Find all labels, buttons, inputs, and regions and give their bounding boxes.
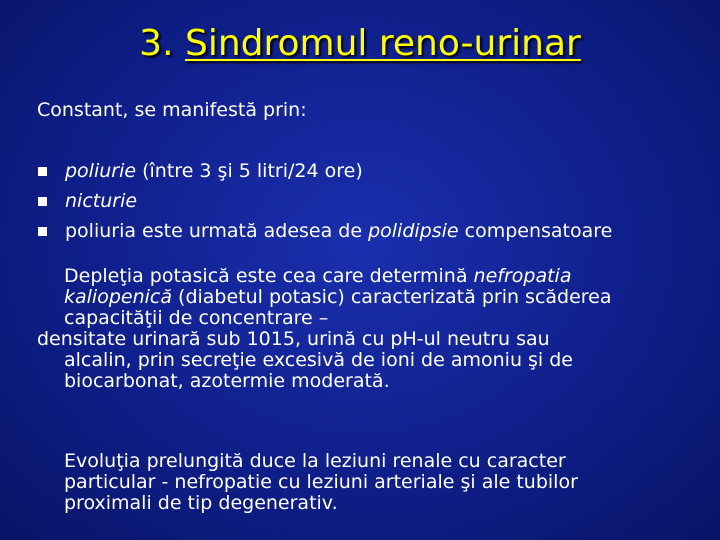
square-bullet-icon	[38, 167, 47, 176]
square-bullet-icon	[38, 227, 47, 236]
paragraph-evolution	[37, 451, 578, 514]
italic-term: kaliopenică	[64, 286, 172, 308]
symptom-list	[38, 156, 612, 246]
square-bullet-icon	[38, 197, 47, 206]
list-item	[38, 156, 612, 186]
bullet-italic-term: polidipsie	[368, 220, 459, 242]
line-text: Depleţia potasică este cea care determină	[64, 265, 474, 287]
bullet-text-before: poliuria este urmată adesea de	[65, 220, 369, 242]
slide-title	[0, 22, 720, 66]
paragraph-potassium-depletion	[37, 266, 612, 392]
italic-term: nefropatia	[473, 265, 572, 287]
bullet-italic-term: poliurie	[65, 160, 137, 182]
paragraph-line	[37, 266, 612, 287]
paragraph-line: particular - nefropatie cu leziuni arteriale şi ale tubilor	[64, 471, 578, 493]
intro-text: Constant, se manifestă prin:	[37, 99, 307, 121]
paragraph-line: Evoluţia prelungită duce la leziuni renale cu caracter	[64, 450, 566, 472]
title-number: 3.	[139, 23, 185, 64]
bullet-italic-term: nicturie	[65, 190, 138, 212]
paragraph-line: capacităţii de concentrare –	[64, 307, 329, 329]
paragraph-line: proximali de tip degenerativ.	[64, 492, 338, 514]
paragraph-line: biocarbonat, azotermie moderată.	[64, 370, 390, 392]
paragraph-line: densitate urinară sub 1015, urină cu pH-ul neutru sau	[37, 328, 550, 350]
title-text: Sindromul reno-urinar	[184, 23, 581, 64]
bullet-text: (între 3 şi 5 litri/24 ore)	[136, 160, 363, 182]
list-item	[38, 216, 612, 246]
paragraph-line: alcalin, prin secreţie excesivă de ioni de amoniu şi de	[64, 349, 573, 371]
line-text: (diabetul potasic) caracterizată prin scăderea	[172, 286, 612, 308]
bullet-text: compensatoare	[458, 220, 613, 242]
paragraph-line	[37, 287, 612, 308]
list-item	[38, 186, 612, 216]
